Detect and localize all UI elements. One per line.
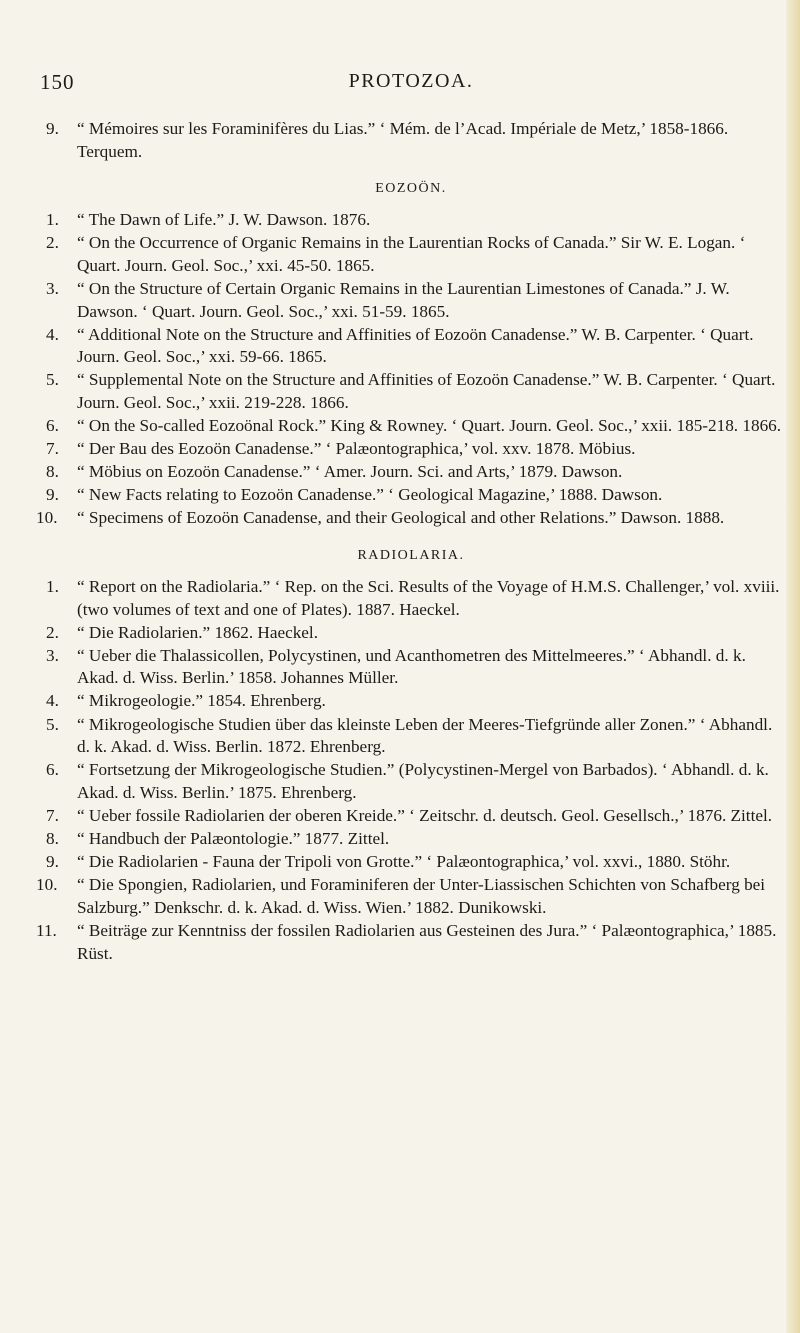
reference-item (40, 209, 782, 232)
reference-item (40, 828, 782, 851)
reference-text: “ Additional Note on the Structure and Affinities of Eozoön Canadense.” W. B. Carpenter. ‘ Quart. Journ. Geol. Soc.,’ xxi. 59-66. 1865. (77, 324, 754, 367)
reference-number: 6. (46, 416, 59, 436)
page-header (40, 70, 782, 104)
reference-text: “ Mikrogeologie.” 1854. Ehrenberg. (77, 691, 326, 711)
reference-text: “ Beiträge zur Kenntniss der fossilen Radiolarien aus Gesteinen des Jura.” ‘ Palæontographica,’ 1885. Rüst. (77, 920, 777, 963)
section-heading-radiolaria: RADIOLARIA. (357, 548, 465, 563)
reference-number: 7. (46, 805, 59, 825)
reference-text: “ On the Occurrence of Organic Remains in the Laurentian Rocks of Canada.” Sir W. E. Logan. ‘ Quart. Journ. Geol. Soc.,’ xxi. 45-50. 1865. (77, 233, 746, 275)
reference-text: “ On the Structure of Certain Organic Remains in the Laurentian Limestones of Canada.” J. W. Dawson. ‘ Quart. Journ. Geol. Soc.,’ xxi. 51-59. 1865. (77, 278, 730, 321)
reference-text: “ Mémoires sur les Foraminifères du Lias.” ‘ Mém. de l’Acad. Impériale de Metz,’ 1858-1866. Terquem. (77, 119, 729, 161)
reference-item (40, 805, 782, 828)
reference-item (40, 118, 782, 163)
reference-item (40, 622, 782, 645)
reference-item (40, 759, 782, 804)
reference-number: 8. (46, 462, 59, 482)
reference-number: 5. (46, 370, 59, 390)
reference-item (40, 278, 782, 323)
reference-text: “ Handbuch der Palæontologie.” 1877. Zittel. (77, 829, 390, 849)
reference-number: 9. (46, 485, 59, 505)
reference-item (40, 484, 782, 507)
reference-text: “ Supplemental Note on the Structure and Affinities of Eozoön Canadense.” W. B. Carpenter. ‘ Quart. Journ. Geol. Soc.,’ xxii. 219-228. 1866. (77, 370, 776, 412)
reference-number: 1. (46, 210, 59, 230)
running-title: PROTOZOA. (348, 70, 474, 92)
reference-number: 1. (46, 577, 59, 596)
reference-item (40, 576, 782, 621)
reference-number: 3. (46, 278, 59, 298)
reference-number: 4. (46, 324, 59, 344)
reference-number: 5. (46, 714, 59, 734)
reference-item (40, 415, 782, 438)
reference-number: 8. (46, 829, 59, 849)
reference-number: 6. (46, 760, 59, 780)
reference-text: “ Specimens of Eozoön Canadense, and their Geological and other Relations.” Dawson. 1888. (77, 508, 725, 528)
reference-number: 3. (46, 645, 59, 665)
reference-text: “ The Dawn of Life.” J. W. Dawson. 1876. (77, 210, 371, 230)
page-edge (786, 0, 800, 1333)
radiolaria-reference-list (36, 576, 782, 965)
reference-item (40, 369, 782, 414)
reference-number: 2. (46, 233, 59, 253)
reference-number: 11. (36, 920, 57, 940)
reference-text: “ Der Bau des Eozoön Canadense.” ‘ Palæontographica,’ vol. xxv. 1878. Möbius. (77, 439, 636, 459)
reference-item (40, 438, 782, 461)
foraminifera-tail-list (40, 118, 782, 163)
reference-item (40, 645, 782, 690)
reference-text: “ Ueber fossile Radiolarien der oberen Kreide.” ‘ Zeitschr. d. deutsch. Geol. Gesellsch.,’ 1876. Zittel. (77, 805, 773, 825)
reference-text: “ Fortsetzung der Mikrogeologische Studien.” (Polycystinen-Mergel von Barbados). ‘ Abhandl. d. k. Akad. d. Wiss. Berlin.’ 1875. Ehrenberg. (77, 760, 769, 802)
reference-item (36, 874, 782, 919)
reference-number: 2. (46, 622, 59, 642)
reference-number: 4. (46, 691, 59, 711)
reference-text: “ Report on the Radiolaria.” ‘ Rep. on the Sci. Results of the Voyage of H.M.S. Challenger,’ vol. xviii. (two volumes of text and one of Plates). 1887. Haeckel. (77, 577, 780, 619)
section-heading-eozoon: EOZOÖN. (375, 181, 447, 197)
page-number: 150 (40, 70, 75, 94)
reference-text: “ New Facts relating to Eozoön Canadense.” ‘ Geological Magazine,’ 1888. Dawson. (77, 485, 663, 505)
reference-item (40, 714, 782, 759)
reference-text: “ Mikrogeologische Studien über das kleinste Leben der Meeres-Tiefgründe aller Zonen.” ‘ Abhandl. d. k. Akad. d. Wiss. Berlin. 1872. Ehrenberg. (77, 714, 773, 757)
reference-number: 9. (46, 852, 59, 872)
reference-text: “ Die Radiolarien.” 1862. Haeckel. (77, 622, 319, 642)
reference-text: “ Die Spongien, Radiolarien, und Foraminiferen der Unter-Liassischen Schichten von Schafberg bei Salzburg.” Denkschr. d. k. Akad. d. Wiss. Wien.’ 1882. Dunikowski. (77, 875, 766, 917)
reference-number: 7. (46, 439, 59, 459)
reference-item (36, 507, 782, 530)
reference-text: “ On the So-called Eozoönal Rock.” King & Rowney. ‘ Quart. Journ. Geol. Soc.,’ xxii. 185-218. 1866. (77, 416, 782, 436)
reference-number: 10. (36, 875, 58, 895)
reference-item (40, 461, 782, 484)
reference-number: 9. (46, 119, 59, 138)
reference-item (40, 232, 782, 277)
book-page (36, 70, 782, 966)
eozoon-reference-list (36, 209, 782, 530)
reference-text: “ Ueber die Thalassicollen, Polycystinen, und Acanthometren des Mittelmeeres.” ‘ Abhandl. d. k. Akad. d. Wiss. Berlin.’ 1858. Johannes Müller. (77, 645, 746, 688)
reference-text: “ Möbius on Eozoön Canadense.” ‘ Amer. Journ. Sci. and Arts,’ 1879. Dawson. (77, 462, 623, 482)
reference-text: “ Die Radiolarien - Fauna der Tripoli von Grotte.” ‘ Palæontographica,’ vol. xxvi., 1880. Stöhr. (77, 852, 731, 872)
reference-item (40, 851, 782, 874)
reference-number: 10. (36, 508, 58, 528)
reference-item (40, 324, 782, 369)
reference-item (36, 920, 782, 965)
reference-item (40, 690, 782, 713)
